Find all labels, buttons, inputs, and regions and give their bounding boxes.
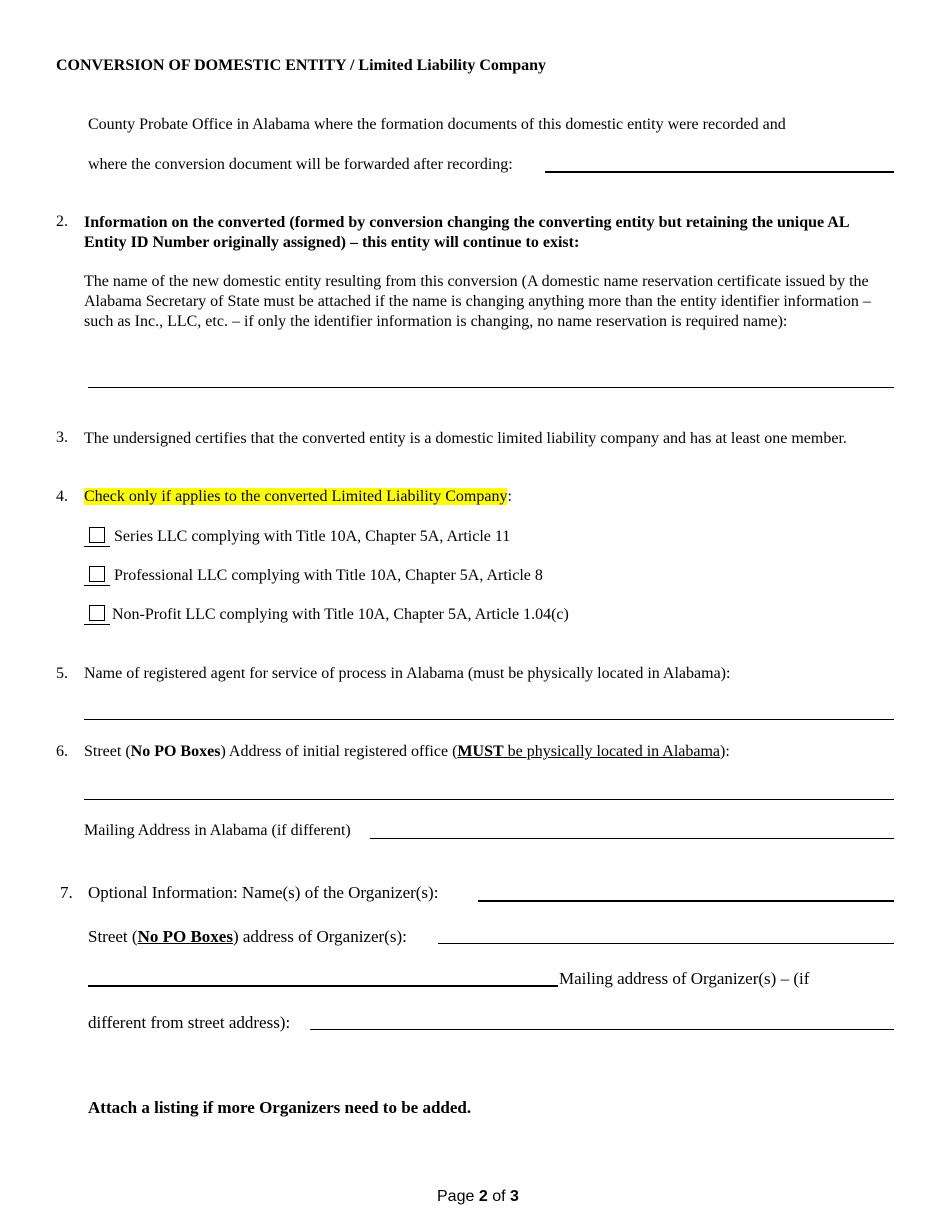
mailing-address-label: Mailing Address in Alabama (if different) [84, 822, 351, 839]
organizer-name-field[interactable] [478, 900, 894, 902]
probate-office-field[interactable] [545, 171, 894, 173]
registered-office-field[interactable] [84, 799, 894, 800]
professional-llc-checkbox[interactable] [89, 566, 105, 582]
total-pages: 3 [509, 1188, 519, 1205]
mailing-address-field[interactable] [370, 838, 894, 839]
item-2-paragraph: The name of the new domestic entity resulting from this conversion (A domestic name reservation certificate issued by the Alabama Secretary of State must be attached if the name is changing anything more than the entity identifier information – such as Inc., LLC, etc. – if only the identifier information is changing, no name reservation is required name): [84, 273, 871, 330]
checkbox-underline [84, 585, 110, 586]
item-6-number: 6. [56, 743, 68, 760]
series-llc-label: Series LLC complying with Title 10A, Chapter 5A, Article 11 [114, 528, 511, 545]
registered-office-label [84, 743, 730, 761]
page-footer [437, 1188, 519, 1206]
text-fragment: ) address of Organizer(s): [232, 927, 407, 946]
text-fragment: ) Address of initial registered office ( [220, 743, 458, 760]
series-llc-checkbox[interactable] [89, 527, 105, 543]
probate-forward-label: where the conversion document will be forwarded after recording: [88, 156, 513, 173]
current-page: 2 [478, 1188, 488, 1205]
organizer-mailing-label: Mailing address of Organizer(s) – (if [559, 969, 810, 988]
text-fragment: ): [720, 743, 730, 760]
item-2-number: 2. [56, 213, 68, 230]
text-fragment: No PO Boxes [137, 927, 233, 946]
professional-llc-label: Professional LLC complying with Title 10A, Chapter 5A, Article 8 [114, 567, 543, 584]
item-4-colon: : [507, 488, 512, 505]
organizer-street-field[interactable] [438, 943, 894, 944]
item-4-number: 4. [56, 488, 68, 505]
text-fragment: No PO Boxes [130, 743, 221, 760]
organizer-mailing-field[interactable] [310, 1029, 894, 1030]
organizer-street-label [88, 927, 407, 947]
text-fragment [457, 743, 720, 760]
item-3-number: 3. [56, 429, 68, 446]
checkbox-underline [84, 624, 110, 625]
option-professional-llc[interactable] [84, 566, 543, 585]
nonprofit-llc-checkbox[interactable] [89, 605, 105, 621]
page-label: Page [437, 1188, 475, 1205]
probate-office-label: County Probate Office in Alabama where the formation documents of this domestic entity were recorded and [88, 116, 786, 133]
item-4-instruction [84, 488, 512, 506]
item-3-text: The undersigned certifies that the converted entity is a domestic limited liability company and has at least one member. [84, 430, 847, 447]
attach-listing-note: Attach a listing if more Organizers need to be added. [88, 1098, 472, 1117]
option-nonprofit-llc[interactable] [84, 605, 569, 624]
text-fragment: Street ( [84, 743, 131, 760]
registered-agent-label: Name of registered agent for service of process in Alabama (must be physically located in Alabama): [84, 665, 731, 682]
text-fragment: Street ( [88, 927, 138, 946]
item-7-number: 7. [60, 883, 73, 902]
page-of: of [492, 1188, 506, 1205]
option-series-llc[interactable] [84, 527, 510, 546]
nonprofit-llc-label: Non-Profit LLC complying with Title 10A, Chapter 5A, Article 1.04(c) [112, 606, 569, 623]
new-entity-name-field[interactable] [88, 387, 894, 388]
organizer-street-field-continued[interactable] [88, 985, 558, 987]
text-fragment: MUST [457, 743, 504, 760]
text-fragment: be physically located in Alabama [503, 743, 721, 760]
item-5-number: 5. [56, 665, 68, 682]
item-4-highlight: Check only if applies to the converted Limited Liability Company [84, 488, 508, 505]
checkbox-underline [84, 546, 110, 547]
organizer-different-label: different from street address): [88, 1013, 291, 1032]
page-title: CONVERSION OF DOMESTIC ENTITY / Limited Liability Company [56, 57, 546, 74]
organizer-name-label: Optional Information: Name(s) of the Organizer(s): [88, 883, 439, 902]
registered-agent-field[interactable] [84, 719, 894, 720]
item-2-heading: Information on the converted (formed by conversion changing the converting entity but retaining the unique AL Entity ID Number originally assigned) – this entity will continue to exist: [84, 214, 849, 251]
